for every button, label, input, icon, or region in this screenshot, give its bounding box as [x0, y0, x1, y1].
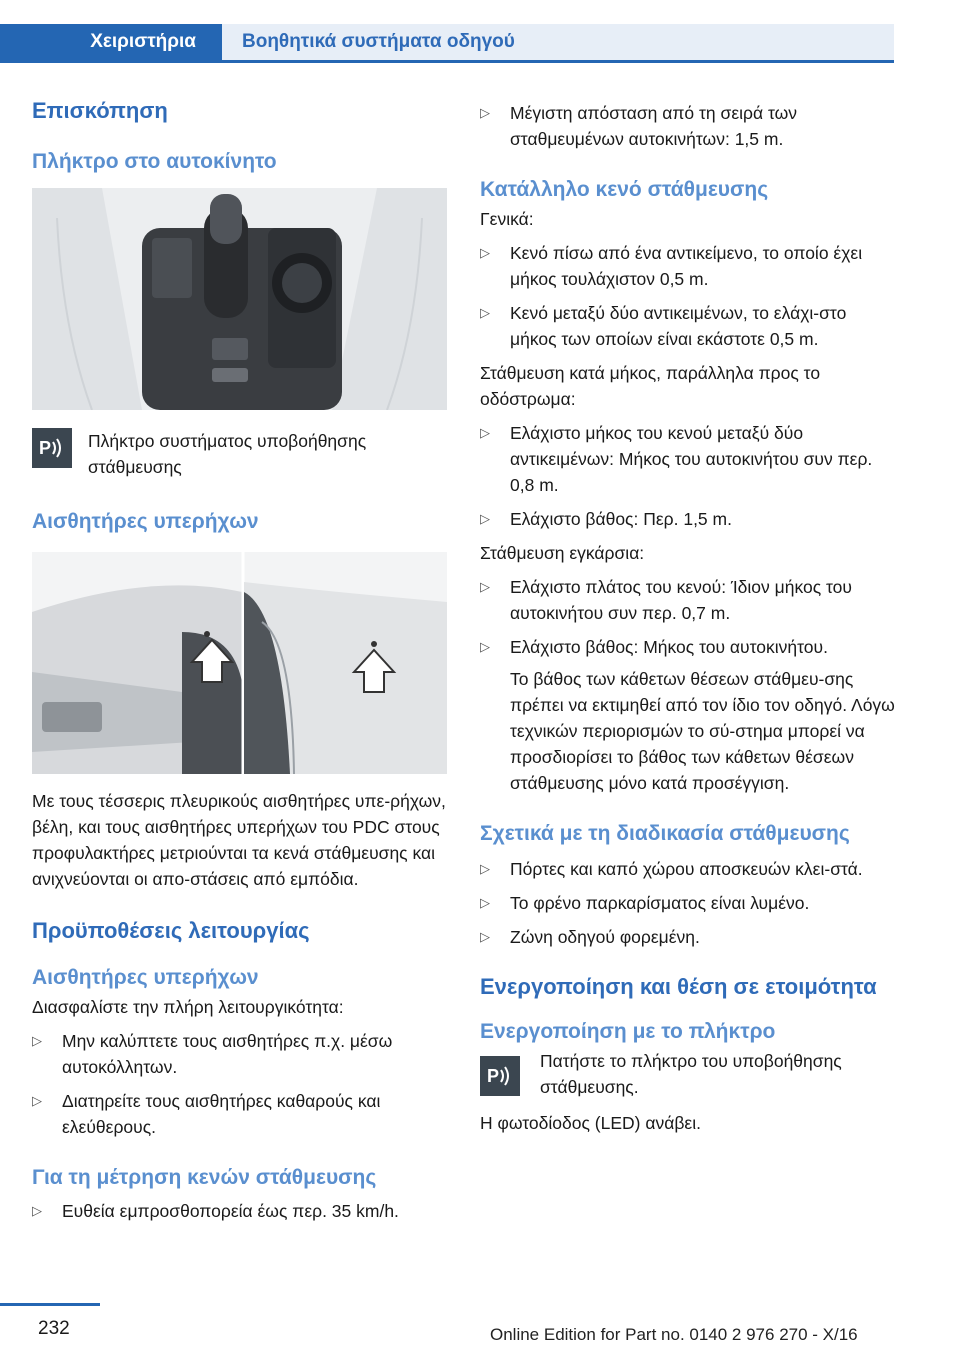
perpendicular-parking-label: Στάθμευση εγκάρσια:: [480, 543, 645, 563]
general-list: [480, 240, 895, 352]
tab-controls[interactable]: Χειριστήρια: [0, 24, 222, 60]
tab-driver-assistance[interactable]: Βοηθητικά συστήματα οδηγού: [222, 24, 894, 60]
triangle-bullet-icon: ▷: [480, 511, 490, 526]
triangle-bullet-icon: ▷: [480, 929, 490, 944]
triangle-bullet-icon: ▷: [480, 639, 490, 654]
heading-ultrasonic-sensors-2: Αισθητήρες υπερήχων: [32, 966, 259, 989]
list-item: ▷ Κενό πίσω από ένα αντικείμενο, το οποίο έχει μήκος τουλάχιστον 0,5 m.: [480, 240, 895, 292]
page-number: 232: [38, 1318, 70, 1339]
parallel-list: [480, 420, 895, 532]
list-item: ▷ Ελάχιστο πλάτος του κενού: Ίδιον μήκος του αυτοκινήτου συν περ. 0,7 m.: [480, 574, 895, 626]
heading-activate-with-button: Ενεργοποίηση με το πλήκτρο: [480, 1020, 776, 1043]
sensors-description: Με τους τέσσερις πλευρικούς αισθητήρες υπε-ρήχων, βέλη, και τους αισθητήρες υπερήχων του PDC στους προφυλακτήρες μετριούνται τα κενά στάθμευσης και ανιχνεύονται οι απο-στάσεις από εμπόδια.: [32, 791, 446, 889]
heading-button-in-car: Πλήκτρο στο αυτοκίνητο: [32, 150, 277, 173]
list-item: ▷ Ελάχιστο βάθος: Περ. 1,5 m.: [480, 506, 895, 532]
triangle-bullet-icon: ▷: [480, 895, 490, 910]
perpendicular-list: [480, 574, 895, 660]
triangle-bullet-icon: ▷: [32, 1203, 42, 1218]
svg-text:P: P: [39, 438, 52, 458]
led-lights-text: Η φωτοδίοδος (LED) ανάβει.: [480, 1113, 701, 1133]
right-column: [480, 100, 895, 1136]
ensure-functionality-text: Διασφαλίστε την πλήρη λειτουργικότητα:: [32, 997, 344, 1017]
parking-assist-button-icon: [32, 428, 72, 468]
parking-assist-button-icon: [480, 1056, 520, 1096]
list-item: ▷ Ζώνη οδηγού φορεμένη.: [480, 924, 895, 950]
left-column: [32, 90, 447, 1224]
triangle-bullet-icon: ▷: [32, 1033, 42, 1048]
header-divider: [0, 60, 894, 63]
heading-overview: Επισκόπηση: [32, 98, 168, 123]
list-item: ▷ Ελάχιστο βάθος: Μήκος του αυτοκινήτου.: [480, 634, 895, 660]
activate-row: [480, 1048, 895, 1100]
edition-text: Online Edition for Part no. 0140 2 976 270 - X/16: [490, 1325, 858, 1344]
list-item: ▷ Κενό μεταξύ δύο αντικειμένων, το ελάχι-στο μήκος των οποίων είναι εκάστοτε 0,5 m.: [480, 300, 895, 352]
measure-list-continued: [480, 100, 895, 152]
triangle-bullet-icon: ▷: [480, 579, 490, 594]
ensure-list: [32, 1028, 447, 1140]
heading-suitable-gap: Κατάλληλο κενό στάθμευσης: [480, 178, 769, 201]
list-item: ▷ Μέγιστη απόσταση από τη σειρά των σταθμευμένων αυτοκινήτων: 1,5 m.: [480, 100, 895, 152]
triangle-bullet-icon: ▷: [32, 1093, 42, 1108]
heading-ultrasonic-sensors: Αισθητήρες υπερήχων: [32, 510, 259, 533]
list-item: ▷ Ευθεία εμπροσθοπορεία έως περ. 35 km/h.: [32, 1198, 447, 1224]
triangle-bullet-icon: ▷: [480, 105, 490, 120]
triangle-bullet-icon: ▷: [480, 861, 490, 876]
button-caption-row: [32, 428, 447, 480]
triangle-bullet-icon: ▷: [480, 245, 490, 260]
car-sensors-photo: [32, 552, 447, 774]
measure-list: [32, 1198, 447, 1224]
procedure-list: [480, 856, 895, 950]
button-caption: Πλήκτρο συστήματος υποβοήθησης στάθμευσης: [88, 431, 367, 477]
heading-parking-procedure: Σχετικά με τη διαδικασία στάθμευσης: [480, 822, 850, 845]
triangle-bullet-icon: ▷: [480, 425, 490, 440]
perpendicular-depth-note: Το βάθος των κάθετων θέσεων στάθμευ-σης πρέπει να εκτιμηθεί από τον ίδιο τον οδηγό. Λόγω τεχνικών περιορισμών το σύ-στημα μπορεί να προσδιορίσει το βάθος των κάθετων θέσεων στάθμευσης μόνο κατά προσέγγιση.: [510, 669, 895, 793]
center-console-photo: [32, 188, 447, 410]
list-item: ▷ Ελάχιστο μήκος του κενού μεταξύ δύο αντικειμένων: Μήκος του αυτοκινήτου συν περ. 0,8 m.: [480, 420, 895, 498]
list-item: ▷ Πόρτες και καπό χώρου αποσκευών κλει-στά.: [480, 856, 895, 882]
heading-measuring-gaps: Για τη μέτρηση κενών στάθμευσης: [32, 1166, 377, 1189]
heading-prerequisites: Προϋποθέσεις λειτουργίας: [32, 918, 310, 943]
svg-text:P: P: [487, 1066, 500, 1086]
list-item: ▷ Μην καλύπτετε τους αισθητήρες π.χ. μέσω αυτοκόλλητων.: [32, 1028, 447, 1080]
center-console-illustration: [32, 188, 447, 410]
list-item: ▷ Το φρένο παρκαρίσματος είναι λυμένο.: [480, 890, 895, 916]
triangle-bullet-icon: ▷: [480, 305, 490, 320]
general-label: Γενικά:: [480, 209, 534, 229]
list-item: ▷ Διατηρείτε τους αισθητήρες καθαρούς και ελεύθερους.: [32, 1088, 447, 1140]
car-sensors-illustration: [32, 552, 447, 774]
activate-instruction: Πατήστε το πλήκτρο του υποβοήθησης στάθμευσης.: [540, 1051, 842, 1097]
footer-divider: [0, 1303, 100, 1306]
parallel-parking-label: Στάθμευση κατά μήκος, παράλληλα προς το οδόστρωμα:: [480, 363, 821, 409]
header-bar: [0, 0, 960, 60]
heading-activation: Ενεργοποίηση και θέση σε ετοιμότητα: [480, 974, 877, 999]
